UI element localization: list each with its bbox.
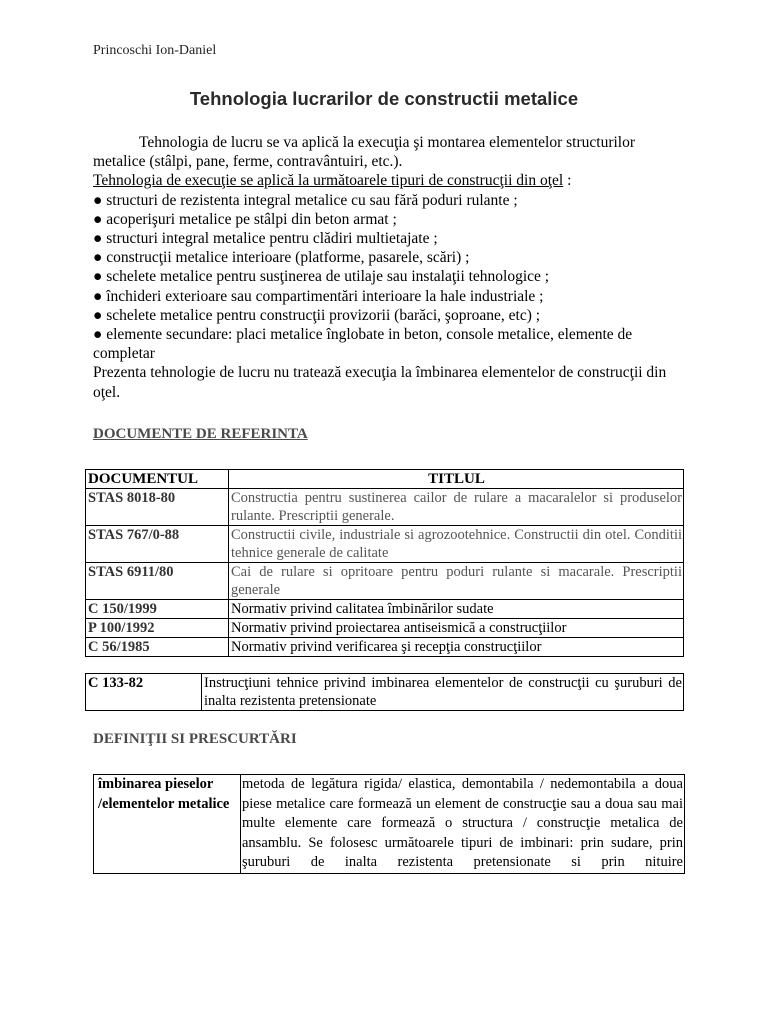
bullet-item: ● construcţii metalice interioare (platforme, pasarele, scări) ; — [93, 249, 470, 267]
bullet-item: ● schelete metalice pentru susţinerea de utilaje sau instalaţii tehnologice ; — [93, 268, 550, 286]
reference-table — [85, 469, 684, 657]
doc-code: STAS 767/0-88 — [86, 526, 229, 563]
doc-code: C 150/1999 — [86, 600, 229, 619]
bullet-item: ● închideri exterioare sau compartimentări interioare la hale industriale ; — [93, 287, 544, 305]
doc-code: STAS 8018-80 — [86, 489, 229, 526]
bullet-item: ● schelete metalice pentru construcţii provizorii (barăci, şoproane, etc) ; — [93, 306, 541, 324]
doc-title: Instrucţiuni tehnice privind imbinarea elementelor de construcţii cu şuruburi de inalta rezistenta pretensionate — [202, 674, 684, 711]
reference-table-extra — [85, 673, 684, 711]
types-heading-text: Tehnologia de execuţie se aplică la următoarele tipuri de construcţii din oţel — [93, 172, 564, 190]
doc-code: C 133-82 — [86, 674, 202, 711]
bullet-item: ● elemente secundare: placi metalice înglobate in beton, console metalice, elemente de completar — [93, 326, 633, 363]
definition-term: îmbinarea pieselor /elementelor metalice — [94, 775, 241, 874]
col-header-title: TITLUL — [229, 470, 684, 489]
table-row — [86, 526, 684, 563]
bullet-item: ● acoperişuri metalice pe stâlpi din beton armat ; — [93, 210, 397, 228]
col-header-document: DOCUMENTUL — [86, 470, 229, 489]
doc-title: Cai de rulare si opritoare pentru poduri rulante si macarale. Prescriptii generale — [229, 563, 684, 600]
doc-title: Constructia pentru sustinerea cailor de rulare a macaralelor si produselor rulante. Prescriptii generale. — [229, 489, 684, 526]
definition-text: metoda de legătura rigida/ elastica, demontabila / nedemontabila a doua piese metalice care formează un element de construcţie sau a doua sau mai multe elemente care formează o structura / construcţie metalica de ansamblu. Se folosesc următoarele tipuri de imbinari: prin sudare, prin şuruburi de inalta rezistenta pretensionate si prin nituire — [241, 775, 685, 874]
types-heading — [93, 171, 685, 190]
author-name: Princoschi Ion-Daniel — [93, 43, 217, 58]
doc-title: Normativ privind calitatea îmbinărilor sudate — [229, 600, 684, 619]
doc-title: Constructii civile, industriale si agrozootehnice. Constructii din otel. Conditii tehnice generale de calitate — [229, 526, 684, 563]
bullet-item: ● structuri integral metalice pentru clădiri multietajate ; — [93, 230, 438, 248]
definitions-table — [93, 774, 685, 874]
table-row — [86, 489, 684, 526]
table-row — [86, 619, 684, 638]
document-title: Tehnologia lucrarilor de constructii metalice — [189, 88, 579, 109]
table-row — [86, 638, 684, 657]
body-text — [93, 133, 685, 402]
types-heading-suffix: : — [563, 172, 572, 190]
table-row — [86, 600, 684, 619]
definitions-heading: DEFINIŢII SI PRESCURTĂRI — [93, 731, 297, 747]
table-row — [94, 775, 685, 874]
doc-code: P 100/1992 — [86, 619, 229, 638]
table-row — [86, 563, 684, 600]
intro-paragraph: Tehnologia de lucru se va aplică la execuţia şi montarea elementelor structurilor metalice (stâlpi, pane, ferme, contravântuiri, etc.). — [93, 134, 635, 171]
table-header-row — [86, 470, 684, 489]
bullet-item: ● structuri de rezistenta integral metalice cu sau fără poduri rulante ; — [93, 191, 518, 209]
ref-heading: DOCUMENTE DE REFERINTA — [93, 426, 308, 442]
doc-title: Normativ privind verificarea şi recepţia construcţiilor — [229, 638, 684, 657]
table-row — [86, 674, 684, 711]
doc-title: Normativ privind proiectarea antiseismică a construcţiilor — [229, 619, 684, 638]
closing-paragraph: Prezenta tehnologie de lucru nu tratează execuţia la îmbinarea elementelor de construcţii din oţel. — [93, 364, 667, 401]
doc-code: STAS 6911/80 — [86, 563, 229, 600]
doc-code: C 56/1985 — [86, 638, 229, 657]
